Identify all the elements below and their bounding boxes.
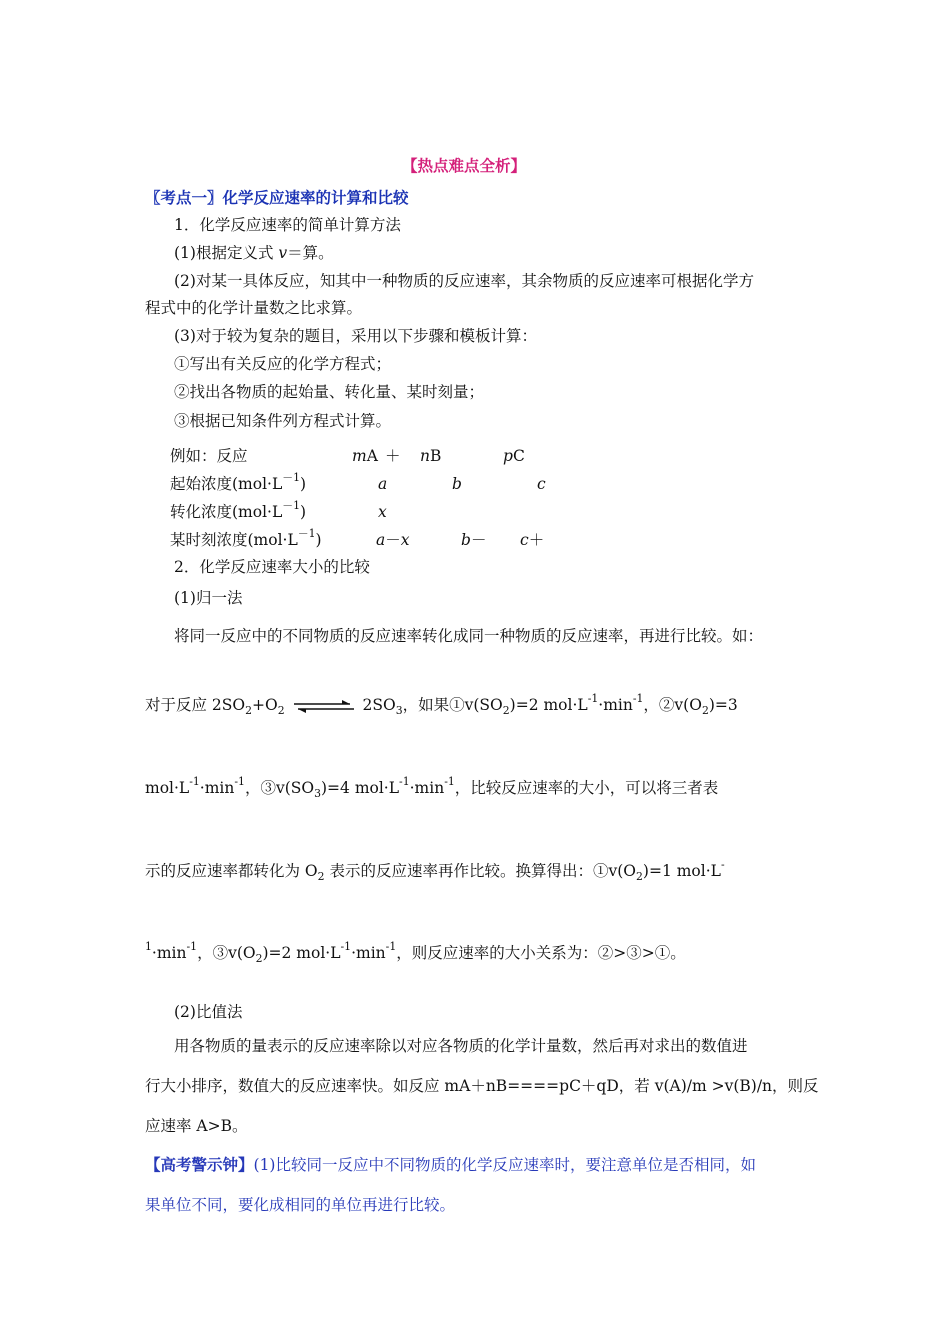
method-definition-a: (1)根据定义式 [174, 244, 279, 262]
velocity-symbol: v [278, 244, 288, 262]
method-template: (3)对于较为复杂的题目，采用以下步骤和模板计算： [174, 327, 537, 345]
example-line-2: $mol\cdot L^{-1}\cdot\min^{-1}$，$③v(SO_3)=4$ $mol\cdot L^{-1}\cdot\min^{-1}$，比较反应速率的大小，可以将三者表 [145, 775, 719, 800]
exam-warning-label: 【高考警示钟】 [145, 1155, 254, 1174]
normalize-paragraph: 将同一反应中的不同物质的反应速率转化成同一种物质的反应速率，再进行比较。如： [174, 627, 764, 645]
reactant-a: mA [352, 447, 378, 465]
ratio-paragraph-line2: 行大小排序，数值大的反应速率快。如反应 mA＋nB====pC＋qD，若 v(A)/m >v(B)/n，则反 [145, 1077, 819, 1095]
exam-warning-line1 [145, 1155, 756, 1175]
row-label: 某时刻浓度$(mol\cdot L^{-1})$ [170, 527, 322, 549]
product-c: pC [503, 447, 525, 465]
subheading-compare: 2．化学反应速率大小的比较 [174, 558, 370, 576]
method-definition [174, 243, 334, 263]
method-definition-b: ＝算。 [287, 244, 334, 262]
step-3: ③根据已知条件列方程式计算。 [174, 412, 392, 430]
value-b-minus: b－ [461, 531, 487, 549]
exam-warning-line2: 果单位不同，要化成相同的单位再进行比较。 [145, 1196, 456, 1214]
step-2: ②找出各物质的起始量、转化量、某时刻量； [174, 383, 485, 401]
ratio-paragraph-line1: 用各物质的量表示的反应速率除以对应各物质的化学计量数，然后再对求出的数值进 [174, 1037, 748, 1055]
subheading-calc-method: 1．化学反应速率的简单计算方法 [174, 216, 401, 234]
method-ratio: (2)比值法 [174, 1003, 243, 1021]
example-line-3: 示的反应速率都转化为 $O_2$ 表示的反应速率再作比较。换算得出：$①v(O_2)=1$ mol·L- [145, 858, 725, 883]
row-label: 起始浓度$(mol\cdot L^{-1})$ [170, 471, 307, 493]
section-title: 【热点难点全析】 [402, 157, 527, 175]
value-c-plus: c＋ [520, 531, 545, 549]
method-ratio-line1: (2)对某一具体反应，知其中一种物质的反应速率，其余物质的反应速率可根据化学方 [174, 272, 754, 290]
equilibrium-arrow-icon [292, 699, 356, 713]
ratio-paragraph-line3: 应速率 A>B。 [145, 1117, 248, 1135]
reactant-b: nB [420, 447, 442, 465]
value-c: c [537, 475, 546, 493]
method-ratio-line2: 程式中的化学计量数之比求算。 [145, 299, 363, 317]
value-a: a [378, 475, 388, 493]
value-a-minus-x: a－x [376, 531, 410, 549]
method-normalize: (1)归一法 [174, 589, 243, 607]
row-label: 转化浓度$(mol\cdot L^{-1})$ [170, 499, 307, 521]
value-b: b [452, 475, 462, 493]
value-x: x [378, 503, 387, 521]
plus-sign: ＋ [385, 447, 401, 465]
exam-warning-text: (1)比较同一反应中不同物质的化学反应速率时，要注意单位是否相同，如 [253, 1156, 756, 1174]
row-label: 例如：反应 [170, 447, 248, 465]
topic-heading: 〖考点一〗化学反应速率的计算和比较 [145, 189, 409, 207]
step-1: ①写出有关反应的化学方程式； [174, 355, 392, 373]
example-line-4: $^1\cdot\min^{-1}$，$③v(O_2)=2$ $mol\cdot L^{-1}\cdot\min^{-1}$，则反应速率的大小关系为：②>③>①。 [145, 940, 686, 965]
example-equation-line: 对于反应 $2SO_2+O_2$ $2SO_3$，如果$①v(SO_2)=2$ $mol\cdot L^{-1}\cdot\min^{-1}$，$②v(O_2)=3$ [145, 692, 738, 717]
